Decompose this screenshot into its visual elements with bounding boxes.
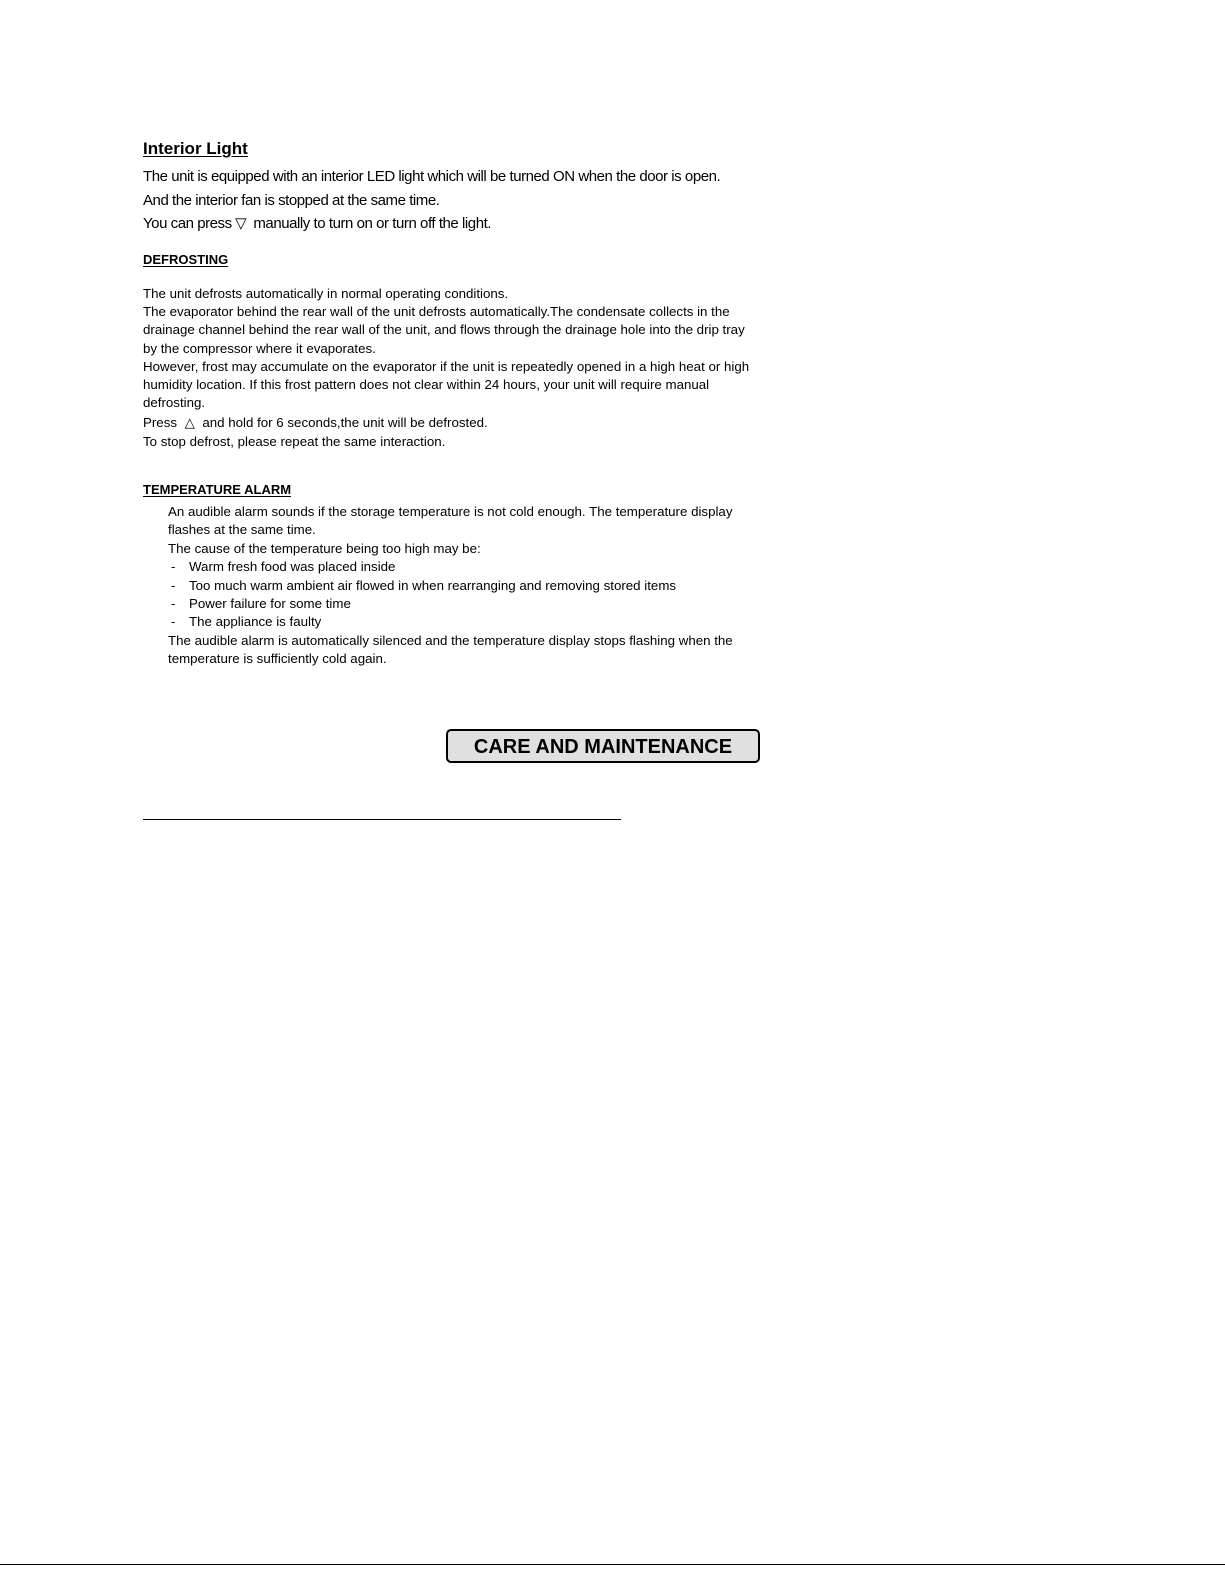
text-line: drainage channel behind the rear wall of the unit, and flows through the drainage hole into the drip tray [143,322,745,338]
list-item: - The appliance is faulty [168,613,733,631]
text-line: To stop defrost, please repeat the same interaction. [143,433,446,449]
text-line: The audible alarm is automatically silenced and the temperature display stops flashing when the [168,632,733,648]
text-line: Press △ and hold for 6 seconds,the unit will be defrosted. [143,414,749,432]
temperature-alarm-heading: TEMPERATURE ALARM [143,482,292,497]
defrosting-heading: DEFROSTING [143,252,229,267]
text-line: by the compressor where it evaporates. [143,340,376,356]
text-line: The unit is equipped with an interior LED light which will be turned ON when the door is open. [143,168,721,185]
text-line: And the interior fan is stopped at the same time. [143,191,440,209]
text-line: An audible alarm sounds if the storage temperature is not cold enough. The temperature display [168,504,733,519]
text-line: You can press ▽ manually to turn on or turn off the light. [143,212,720,236]
care-and-maintenance-banner: CARE AND MAINTENANCE [446,729,760,763]
text-line: However, frost may accumulate on the evaporator if the unit is repeatedly opened in a high heat or high [143,358,750,374]
interior-light-text [143,165,720,236]
text-line: humidity location. If this frost pattern does not clear within 24 hours, your unit will require manual [143,377,710,393]
text-line: The evaporator behind the rear wall of the unit defrosts automatically.The condensate collects in the [143,304,730,320]
temperature-alarm-text [168,503,733,669]
up-triangle-icon: △ [184,415,195,431]
list-item: - Warm fresh food was placed inside [168,558,733,576]
text-line: flashes at the same time. [168,522,316,538]
text-line: defrosting. [143,395,206,411]
text-line: temperature is sufficiently cold again. [168,651,387,667]
list-item: - Power failure for some time [168,595,733,613]
text-line: The unit defrosts automatically in normal operating conditions. [143,286,509,301]
down-triangle-icon: ▽ [235,215,247,232]
section-divider [143,819,621,820]
list-item: - Too much warm ambient air flowed in when rearranging and removing stored items [168,577,733,595]
text-line: The cause of the temperature being too high may be: [168,540,481,556]
defrosting-text [143,285,749,451]
interior-light-heading: Interior Light [143,139,248,158]
page-bottom-rule [0,1564,1225,1565]
